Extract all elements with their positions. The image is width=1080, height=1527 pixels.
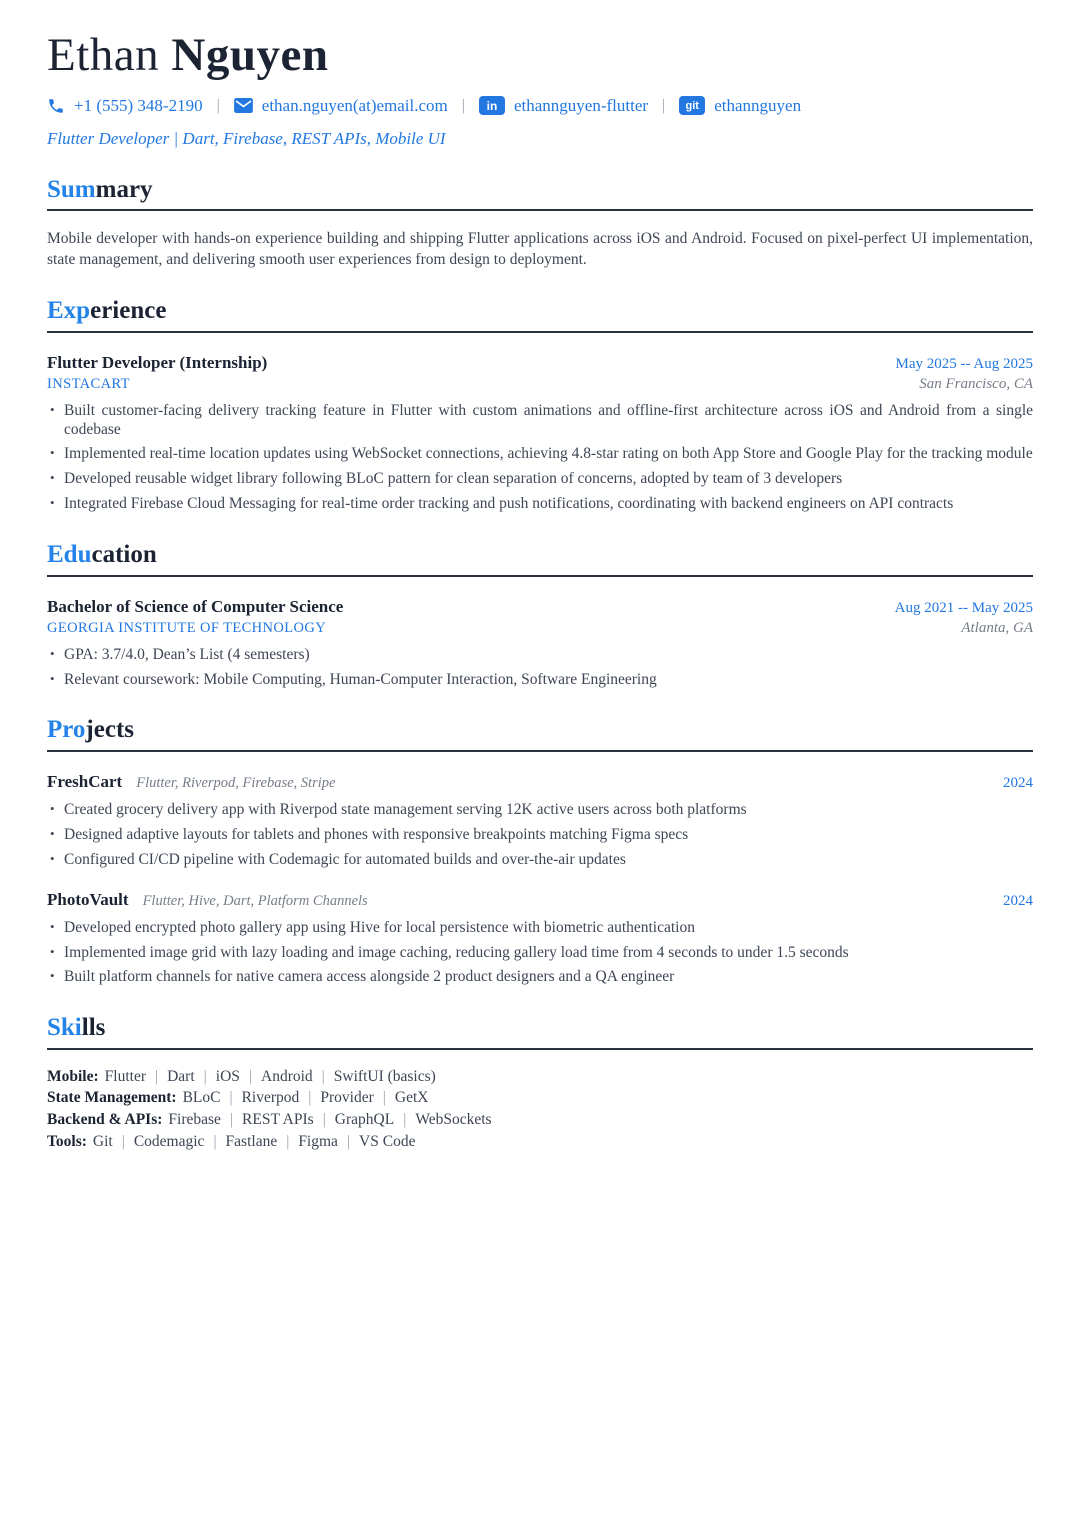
- skill-separator: |: [346, 1132, 351, 1150]
- skill-row-state-management: [47, 1089, 1033, 1108]
- skills-block: [47, 1068, 1033, 1151]
- skill-separator: |: [229, 1089, 233, 1107]
- project-stack: Flutter, Hive, Dart, Platform Channels: [142, 892, 368, 909]
- project-name: FreshCart: [47, 771, 123, 791]
- project-stack: Flutter, Riverpod, Firebase, Stripe: [136, 774, 336, 791]
- section-skills: [47, 1014, 1033, 1151]
- project-year: 2024: [1003, 892, 1033, 909]
- project-header-left: [47, 772, 335, 792]
- project-bullet-list: [47, 919, 1033, 988]
- skill-separator: |: [213, 1132, 217, 1150]
- education-bullet-list: [47, 646, 1033, 690]
- skill-label: Backend & APIs:: [47, 1111, 163, 1129]
- project-bullet: • Implemented image grid with lazy loading and image caching, reducing gallery load time from 4 seconds to under 1.5 seconds: [47, 944, 1033, 963]
- skill-item: Riverpod: [241, 1089, 300, 1107]
- section-rule: [47, 209, 1033, 211]
- phone-icon: [47, 97, 65, 115]
- skill-item: SwiftUI (basics): [333, 1067, 436, 1085]
- summary-title-rest: mary: [95, 175, 153, 203]
- section-rule: [47, 575, 1033, 577]
- section-summary: [47, 176, 1033, 270]
- project-year: 2024: [1003, 774, 1033, 791]
- project-entry: [47, 890, 1033, 988]
- experience-bullet: • Developed reusable widget library following BLoC pattern for clean separation of concerns, adopted by team of 3 developers: [47, 470, 1033, 489]
- skill-item: VS Code: [359, 1132, 416, 1150]
- education-location: Atlanta, GA: [961, 619, 1033, 636]
- contact-separator: |: [216, 96, 220, 114]
- experience-title-accent: Exp: [47, 297, 91, 325]
- projects-title-rest: jects: [85, 716, 134, 744]
- skill-item: Android: [261, 1067, 313, 1085]
- skill-row-backend-apis: [47, 1111, 1033, 1130]
- section-education: [47, 541, 1033, 689]
- job-title: Flutter Developer (Internship): [47, 352, 268, 372]
- linkedin-link[interactable]: ethannguyen-flutter: [513, 95, 649, 115]
- skill-separator: |: [382, 1089, 386, 1107]
- phone-link[interactable]: +1 (555) 348-2190: [74, 95, 203, 115]
- skill-item: Flutter: [104, 1067, 146, 1085]
- project-entry-header: [47, 890, 1033, 910]
- education-entry: [47, 597, 1033, 690]
- project-header-left: [47, 890, 368, 910]
- job-dates: May 2025 -- Aug 2025: [895, 355, 1033, 372]
- project-bullet: • Designed adaptive layouts for tablets and phones with responsive breakpoints matching Figma specs: [47, 826, 1033, 845]
- education-bullet: • GPA: 3.7/4.0, Dean’s List (4 semesters): [47, 646, 1033, 665]
- skill-item: WebSockets: [415, 1111, 492, 1129]
- education-dates: Aug 2021 -- May 2025: [894, 599, 1033, 616]
- skill-item: Firebase: [168, 1111, 221, 1129]
- summary-title: [47, 176, 1033, 204]
- resume-header: [47, 30, 1033, 149]
- skill-label: State Management:: [47, 1089, 177, 1107]
- skill-separator: |: [321, 1067, 325, 1085]
- contact-separator: |: [662, 96, 666, 114]
- skills-title: [47, 1014, 1033, 1042]
- projects-title-accent: Pro: [47, 716, 86, 744]
- skill-item: Provider: [320, 1089, 374, 1107]
- project-bullet: • Created grocery delivery app with Riverpod state management serving 12K active users across both platforms: [47, 801, 1033, 820]
- project-bullet-list: [47, 801, 1033, 870]
- experience-entry-header: [47, 353, 1033, 373]
- skill-row-mobile: [47, 1068, 1033, 1087]
- skill-item: Git: [92, 1132, 113, 1150]
- section-rule: [47, 750, 1033, 752]
- education-title-rest: cation: [91, 541, 157, 569]
- linkedin-icon: in: [479, 96, 505, 115]
- skill-separator: |: [229, 1111, 234, 1129]
- project-entry-header: [47, 772, 1033, 792]
- skill-item: Codemagic: [133, 1132, 205, 1150]
- education-bullet: • Relevant coursework: Mobile Computing, Human-Computer Interaction, Software Engineering: [47, 671, 1033, 690]
- project-bullet: • Developed encrypted photo gallery app using Hive for local persistence with biometric authentication: [47, 919, 1033, 938]
- skill-separator: |: [286, 1132, 290, 1150]
- experience-title-rest: erience: [90, 297, 167, 325]
- skill-row-tools: [47, 1133, 1033, 1152]
- experience-entry-subheader: [47, 373, 1033, 393]
- skill-label: Mobile:: [47, 1067, 99, 1085]
- education-entry-subheader: [47, 617, 1033, 637]
- project-bullet: • Built platform channels for native camera access alongside 2 product designers and a QA engineer: [47, 968, 1033, 987]
- contact-row: [47, 96, 1033, 116]
- skill-item: GetX: [394, 1089, 429, 1107]
- project-entry: [47, 772, 1033, 870]
- skill-item: Figma: [298, 1132, 338, 1150]
- project-bullet: • Configured CI/CD pipeline with Codemagic for automated builds and over-the-air updates: [47, 851, 1033, 870]
- skills-title-rest: lls: [81, 1014, 106, 1042]
- skill-separator: |: [308, 1089, 312, 1107]
- skill-item: REST APIs: [242, 1111, 314, 1129]
- github-link[interactable]: ethannguyen: [714, 95, 802, 115]
- last-name: Nguyen: [171, 29, 329, 81]
- skills-title-accent: Ski: [47, 1014, 82, 1042]
- contact-separator: |: [461, 96, 465, 114]
- github-icon: git: [679, 96, 705, 115]
- summary-text: Mobile developer with hands-on experience building and shipping Flutter applications across iOS and Android. Focused on pixel-perfect UI implementation, state management, and delivering smooth user experiences from design to deployment.: [47, 230, 1033, 268]
- experience-entry: [47, 353, 1033, 515]
- skill-item: Fastlane: [225, 1132, 278, 1150]
- experience-bullet: • Built customer-facing delivery tracking feature in Flutter with custom animations and offline-first architecture across iOS and Android from a single codebase: [47, 402, 1033, 440]
- skill-separator: |: [322, 1111, 326, 1129]
- email-link[interactable]: ethan.nguyen(at)email.com: [261, 95, 448, 115]
- skill-separator: |: [403, 1111, 407, 1129]
- skill-item: iOS: [215, 1067, 240, 1085]
- skill-separator: |: [121, 1132, 125, 1150]
- skill-item: GraphQL: [334, 1111, 395, 1129]
- projects-title: [47, 716, 1033, 744]
- experience-bullet-list: [47, 402, 1033, 515]
- skill-label: Tools:: [47, 1132, 87, 1150]
- job-location: San Francisco, CA: [919, 375, 1033, 392]
- skill-separator: |: [203, 1067, 207, 1085]
- tagline: Flutter Developer | Dart, Firebase, REST APIs, Mobile UI: [47, 128, 446, 148]
- experience-title: [47, 297, 1033, 325]
- education-title-accent: Edu: [47, 541, 92, 569]
- page-title: [47, 30, 1033, 82]
- summary-title-accent: Sum: [47, 175, 96, 203]
- project-name: PhotoVault: [47, 889, 129, 909]
- skill-item: BLoC: [182, 1089, 221, 1107]
- skill-separator: |: [248, 1067, 252, 1085]
- experience-bullet: • Integrated Firebase Cloud Messaging for real-time order tracking and push notifications, coordinating with backend engineers on API contracts: [47, 495, 1033, 514]
- section-rule: [47, 331, 1033, 333]
- first-name: Ethan: [47, 29, 160, 81]
- company-name: INSTACART: [47, 375, 130, 392]
- skill-separator: |: [155, 1067, 159, 1085]
- experience-bullet: • Implemented real-time location updates using WebSocket connections, achieving 4.8-star rating on both App Store and Google Play for the tracking module: [47, 445, 1033, 464]
- skill-item: Dart: [167, 1067, 195, 1085]
- section-projects: [47, 716, 1033, 987]
- section-experience: [47, 297, 1033, 514]
- section-rule: [47, 1048, 1033, 1050]
- education-entry-header: [47, 597, 1033, 617]
- school-name: GEORGIA INSTITUTE OF TECHNOLOGY: [47, 619, 327, 636]
- email-icon: [234, 98, 253, 113]
- education-title: [47, 541, 1033, 569]
- degree-name: Bachelor of Science of Computer Science: [47, 596, 344, 616]
